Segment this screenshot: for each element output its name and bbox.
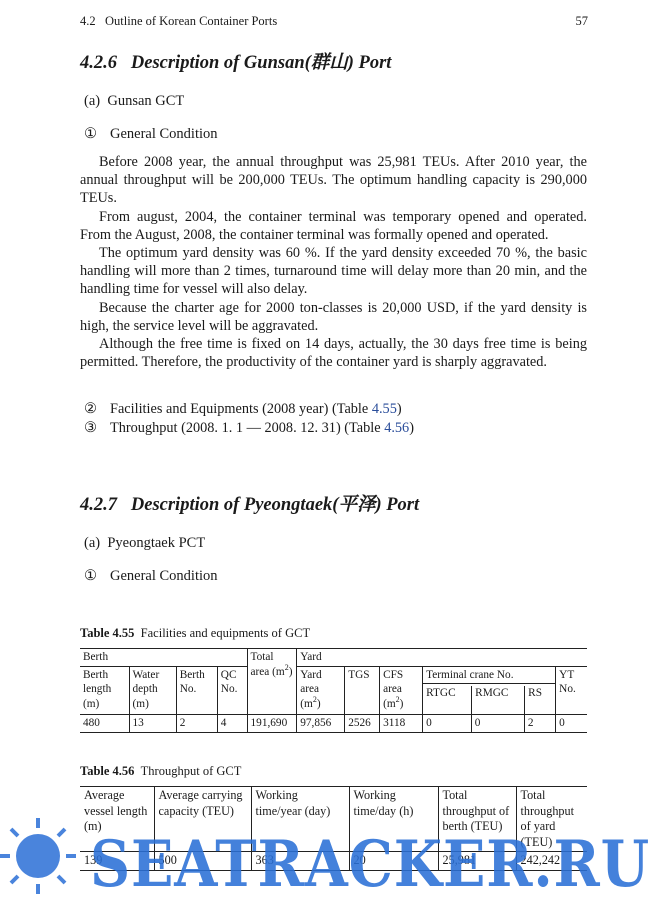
table-cell: 363 <box>251 852 349 871</box>
header-working-time-year: Working time/year (day) <box>251 787 349 852</box>
circled-number: ① <box>84 568 97 584</box>
header-yt-no: YT No. <box>559 668 576 695</box>
paragraph: Because the charter age for 2000 ton-classes is 20,000 USD, if the yard density is high, the service level will be aggravated. <box>80 299 587 334</box>
table-cell: 13 <box>129 715 176 733</box>
gunsan-list <box>84 400 414 437</box>
running-header <box>80 14 588 29</box>
table-cell: 2526 <box>345 715 380 733</box>
subsection-pyeongtaek-pct: (a) Pyeongtaek PCT <box>84 535 206 551</box>
table-cell: 191,690 <box>247 715 297 733</box>
header-berth-length: Berth length (m) <box>80 666 129 715</box>
list-item-text: Facilities and Equipments (2008 year) (Table <box>110 401 372 417</box>
list-item-tail: ) <box>409 419 414 436</box>
throughput-table <box>80 786 587 871</box>
table-caption-4-55 <box>80 626 310 641</box>
facilities-table <box>80 648 587 733</box>
header-crane-label: Terminal crane No. <box>423 667 555 685</box>
table-label: Table 4.55 <box>80 626 135 640</box>
header-total-area: Total area $(m^2)$ <box>247 649 297 715</box>
page-number: 57 <box>575 14 588 28</box>
header-berth-group: Berth <box>80 649 247 667</box>
table-cell: 3118 <box>380 715 423 733</box>
header-yard-group: Yard <box>297 649 587 667</box>
table-cell: 139 <box>80 852 154 871</box>
list-item <box>84 400 414 419</box>
table-cell: 0 <box>471 715 524 733</box>
sun-logo <box>0 818 76 894</box>
running-header-section: 4.2 Outline of Korean Container Ports <box>80 14 278 28</box>
header-water-depth: Water depth (m) <box>129 666 176 715</box>
table-cell: 2 <box>176 715 217 733</box>
paragraph: Before 2008 year, the annual throughput was 25,981 TEUs. After 2010 year, the annual throughput will be 200,000 TEUs. The optimum handling capacity is 290,000 TEUs. <box>80 154 587 207</box>
table-reference-link[interactable]: 4.56 <box>384 419 410 436</box>
table-cell: 97,856 <box>297 715 345 733</box>
table-cell: 2 <box>524 715 555 733</box>
gunsan-body <box>80 153 587 371</box>
table-reference-link[interactable]: 4.55 <box>371 401 397 417</box>
header-rtgc: RTGC <box>423 686 472 714</box>
general-condition-label: General Condition <box>110 126 218 142</box>
list-item-text: Throughput (2008. 1. 1 — 2008. 12. 31) (Table <box>110 419 385 436</box>
list-item-tail: ) <box>396 401 402 417</box>
section-heading-gunsan: 4.2.6 Description of Gunsan(群山) Port <box>80 53 392 73</box>
header-avg-vessel-length: Average vessel length (m) <box>80 787 154 852</box>
header-avg-carrying-capacity: Average carrying capacity (TEU) <box>154 787 251 852</box>
watermark-text: SEATRACKER.RU <box>90 827 650 902</box>
header-tgs: TGS <box>345 666 380 715</box>
table-cell: 0 <box>556 715 587 733</box>
table-row <box>80 715 587 733</box>
table-cell: 4 <box>217 715 247 733</box>
header-rs: RS <box>528 687 542 699</box>
section-heading-pyeongtaek: 4.2.7 Description of Pyeongtaek(平泽) Port <box>80 495 420 515</box>
table-label: Table 4.56 <box>80 764 135 778</box>
table-caption-text: Throughput of GCT <box>140 764 242 778</box>
general-condition-label: General Condition <box>110 568 218 584</box>
table-cell: 480 <box>80 715 129 733</box>
table-cell: 242,242 <box>520 853 561 867</box>
paragraph: Although the free time is fixed on 14 days, actually, the 30 days free time is being permitted. Therefore, the productivity of the container yard is sharply aggravated. <box>80 336 587 371</box>
header-total-throughput-yard: Total throughput of yard (TEU) <box>516 787 587 852</box>
header-yard-area: Yard area $(m^2)$ <box>297 666 345 715</box>
table-caption-text: Facilities and equipments of GCT <box>140 626 311 640</box>
table-cell: 0 <box>423 715 472 733</box>
circled-number: ③ <box>84 419 97 436</box>
table-row <box>80 852 587 871</box>
table-cell: 25,981 <box>438 852 516 871</box>
table-cell: 500 <box>154 852 251 871</box>
header-crane-group <box>423 666 556 715</box>
header-qc-no: QC No. <box>217 666 247 715</box>
header-total-throughput-berth: Total throughput of berth (TEU) <box>438 787 516 852</box>
header-working-time-day: Working time/day (h) <box>349 787 438 852</box>
subsection-gunsan-gct: (a) Gunsan GCT <box>84 93 185 109</box>
circled-number: ② <box>84 401 97 417</box>
general-condition-heading <box>84 126 218 143</box>
paragraph: The optimum yard density was 60 %. If the yard density exceeded 70 %, the basic handling will more than 2 times, turnaround time will delay more than 20 min, and the handling time for vessel will also delay. <box>80 245 587 298</box>
header-cfs-area: CFS area $(m^2)$ <box>380 666 423 715</box>
header-berth-no: Berth No. <box>176 666 217 715</box>
table-cell: 20 <box>349 852 438 871</box>
table-caption-4-56 <box>80 764 241 779</box>
circled-number: ① <box>84 126 97 142</box>
list-item <box>84 419 414 438</box>
paragraph: From august, 2004, the container terminal was temporary opened and operated. From the August, 2008, the container terminal was formally opened and operated. <box>80 208 587 243</box>
header-rmgc: RMGC <box>472 686 525 714</box>
general-condition-heading <box>84 568 218 585</box>
